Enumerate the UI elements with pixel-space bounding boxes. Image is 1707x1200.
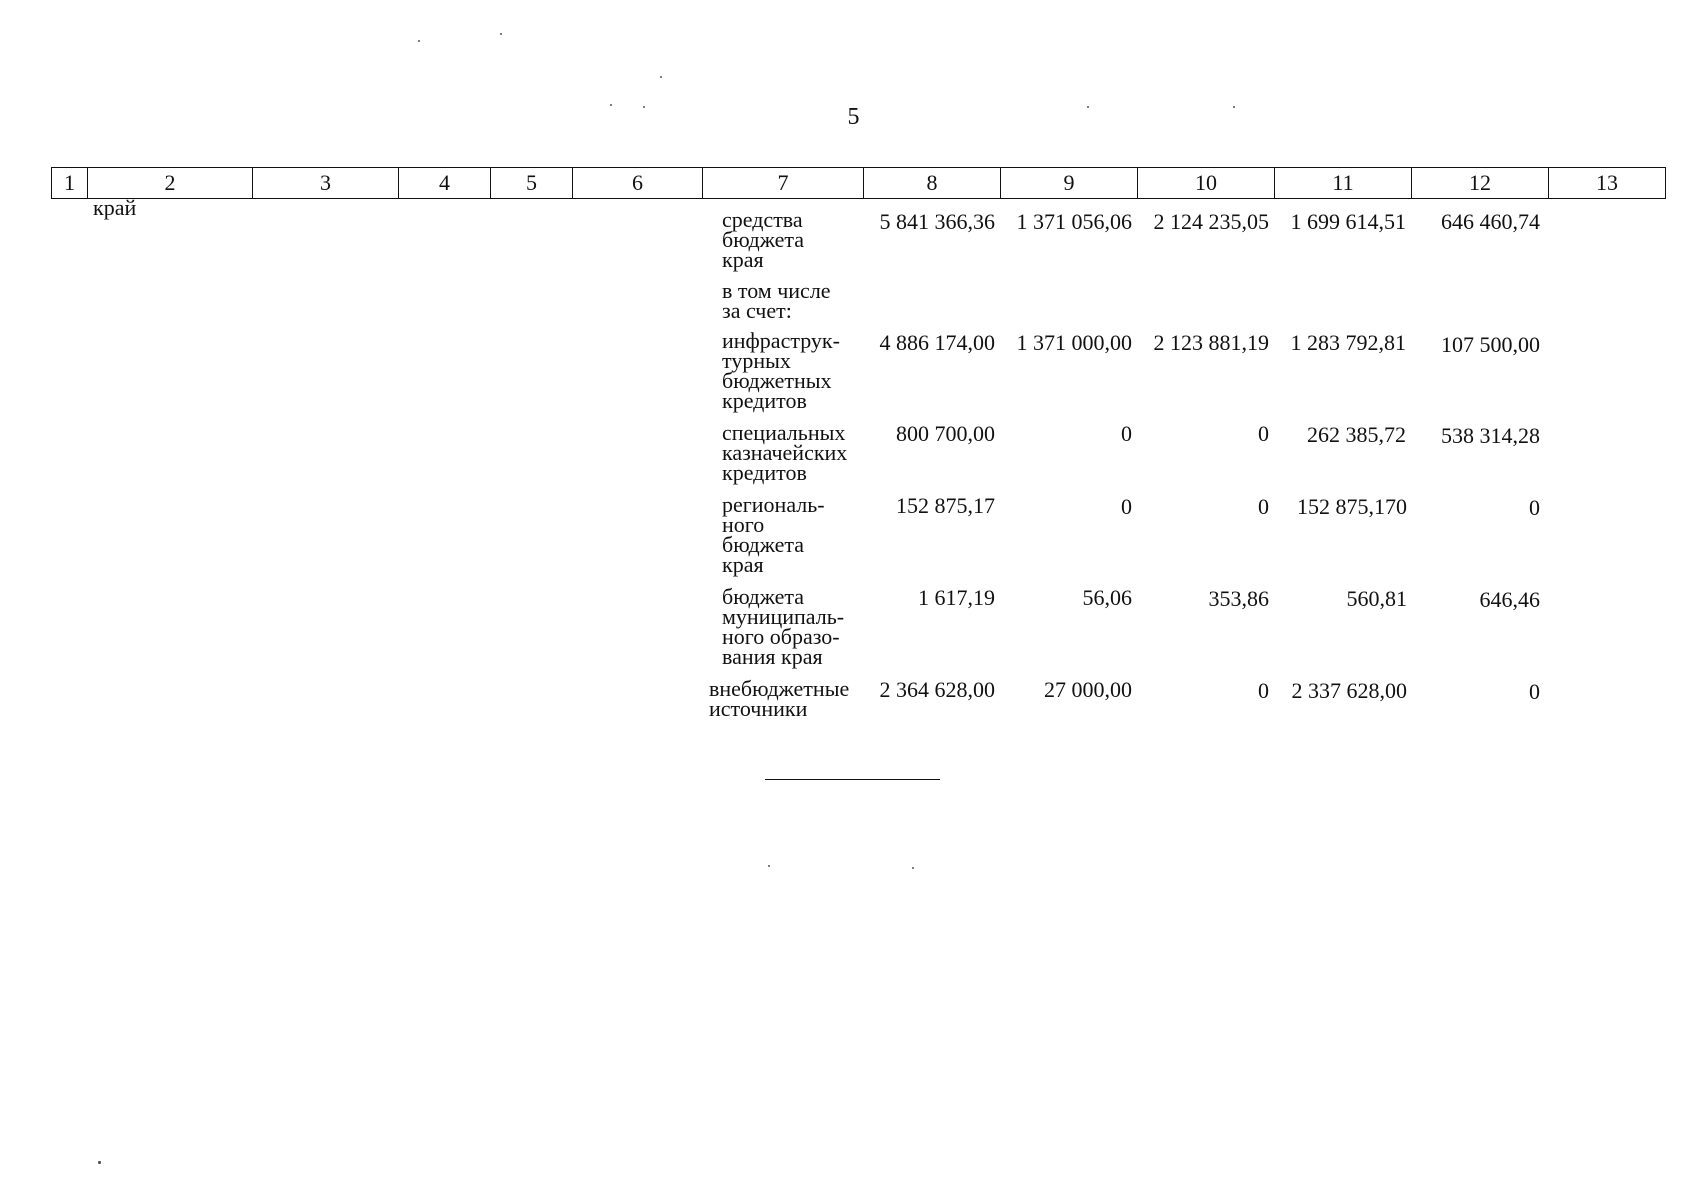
- value-col-8: 4 886 174,00: [879, 330, 995, 355]
- value-col-8: 5 841 366,36: [879, 209, 995, 234]
- value-col-9: 0: [1121, 494, 1132, 519]
- value-col-11: 262 385,72: [1307, 422, 1406, 447]
- header-col-1: 1: [52, 168, 88, 199]
- scan-speck: [660, 76, 662, 78]
- value-col-12: 107 500,00: [1441, 332, 1540, 357]
- row-label: в том числе за счет:: [722, 278, 831, 323]
- header-col-6: 6: [573, 168, 703, 199]
- value-col-11: 152 875,170: [1297, 494, 1407, 519]
- column-number-header: [51, 167, 1666, 199]
- header-col-11: 11: [1275, 168, 1412, 199]
- value-col-12: 538 314,28: [1441, 423, 1540, 448]
- scan-speck: [768, 865, 770, 867]
- header-col-4: 4: [399, 168, 491, 199]
- header-col-5: 5: [491, 168, 573, 199]
- value-col-11: 1 283 792,81: [1290, 330, 1406, 355]
- header-col-3: 3: [253, 168, 399, 199]
- value-col-11: 1 699 614,51: [1290, 209, 1406, 234]
- row-label: региональ- ного бюджета края: [722, 492, 825, 577]
- scan-speck: [1233, 106, 1235, 108]
- scan-speck: [1087, 106, 1089, 108]
- value-col-11: 560,81: [1346, 586, 1407, 611]
- value-col-8: 800 700,00: [896, 421, 995, 446]
- header-col-10: 10: [1138, 168, 1275, 199]
- scan-speck: [418, 40, 420, 42]
- header-row: [52, 168, 1666, 199]
- value-col-10: 0: [1258, 421, 1269, 446]
- scan-speck: [912, 867, 914, 869]
- value-col-12: 646 460,74: [1441, 209, 1540, 234]
- value-col-9: 27 000,00: [1044, 677, 1132, 702]
- header-col-2: 2: [88, 168, 253, 199]
- header-col-8: 8: [864, 168, 1001, 199]
- row-label: бюджета муниципаль- ного образо- вания края: [722, 584, 845, 669]
- value-col-12: 0: [1529, 679, 1540, 704]
- header-col-7: 7: [703, 168, 864, 199]
- scan-speck: [643, 106, 645, 108]
- value-col-9: 1 371 000,00: [1016, 330, 1132, 355]
- value-col-10: 2 124 235,05: [1153, 209, 1269, 234]
- value-col-10: 0: [1258, 494, 1269, 519]
- value-col-10: 2 123 881,19: [1153, 330, 1269, 355]
- scan-speck: [500, 33, 502, 35]
- value-col-8: 1 617,19: [918, 585, 995, 610]
- row-label: специальных казначейских кредитов: [722, 420, 848, 485]
- value-col-12: 0: [1529, 495, 1540, 520]
- scan-speck: [98, 1161, 101, 1164]
- row-label: средства бюджета края: [722, 207, 805, 272]
- value-col-11: 2 337 628,00: [1291, 678, 1407, 703]
- end-separator-line: [765, 779, 940, 780]
- value-col-9: 1 371 056,06: [1016, 209, 1132, 234]
- row-label: внебюджетные источники: [709, 676, 850, 721]
- region-label: край: [93, 195, 137, 220]
- value-col-9: 0: [1121, 421, 1132, 446]
- header-col-12: 12: [1412, 168, 1549, 199]
- header-col-9: 9: [1001, 168, 1138, 199]
- value-col-9: 56,06: [1082, 585, 1132, 610]
- value-col-12: 646,46: [1479, 587, 1540, 612]
- header-col-13: 13: [1549, 168, 1666, 199]
- page-number: 5: [847, 104, 860, 130]
- value-col-10: 0: [1258, 678, 1269, 703]
- value-col-10: 353,86: [1208, 586, 1269, 611]
- value-col-8: 152 875,17: [896, 493, 995, 518]
- value-col-8: 2 364 628,00: [879, 677, 995, 702]
- scan-speck: [610, 104, 612, 106]
- row-label: инфраструк- турных бюджетных кредитов: [722, 328, 840, 413]
